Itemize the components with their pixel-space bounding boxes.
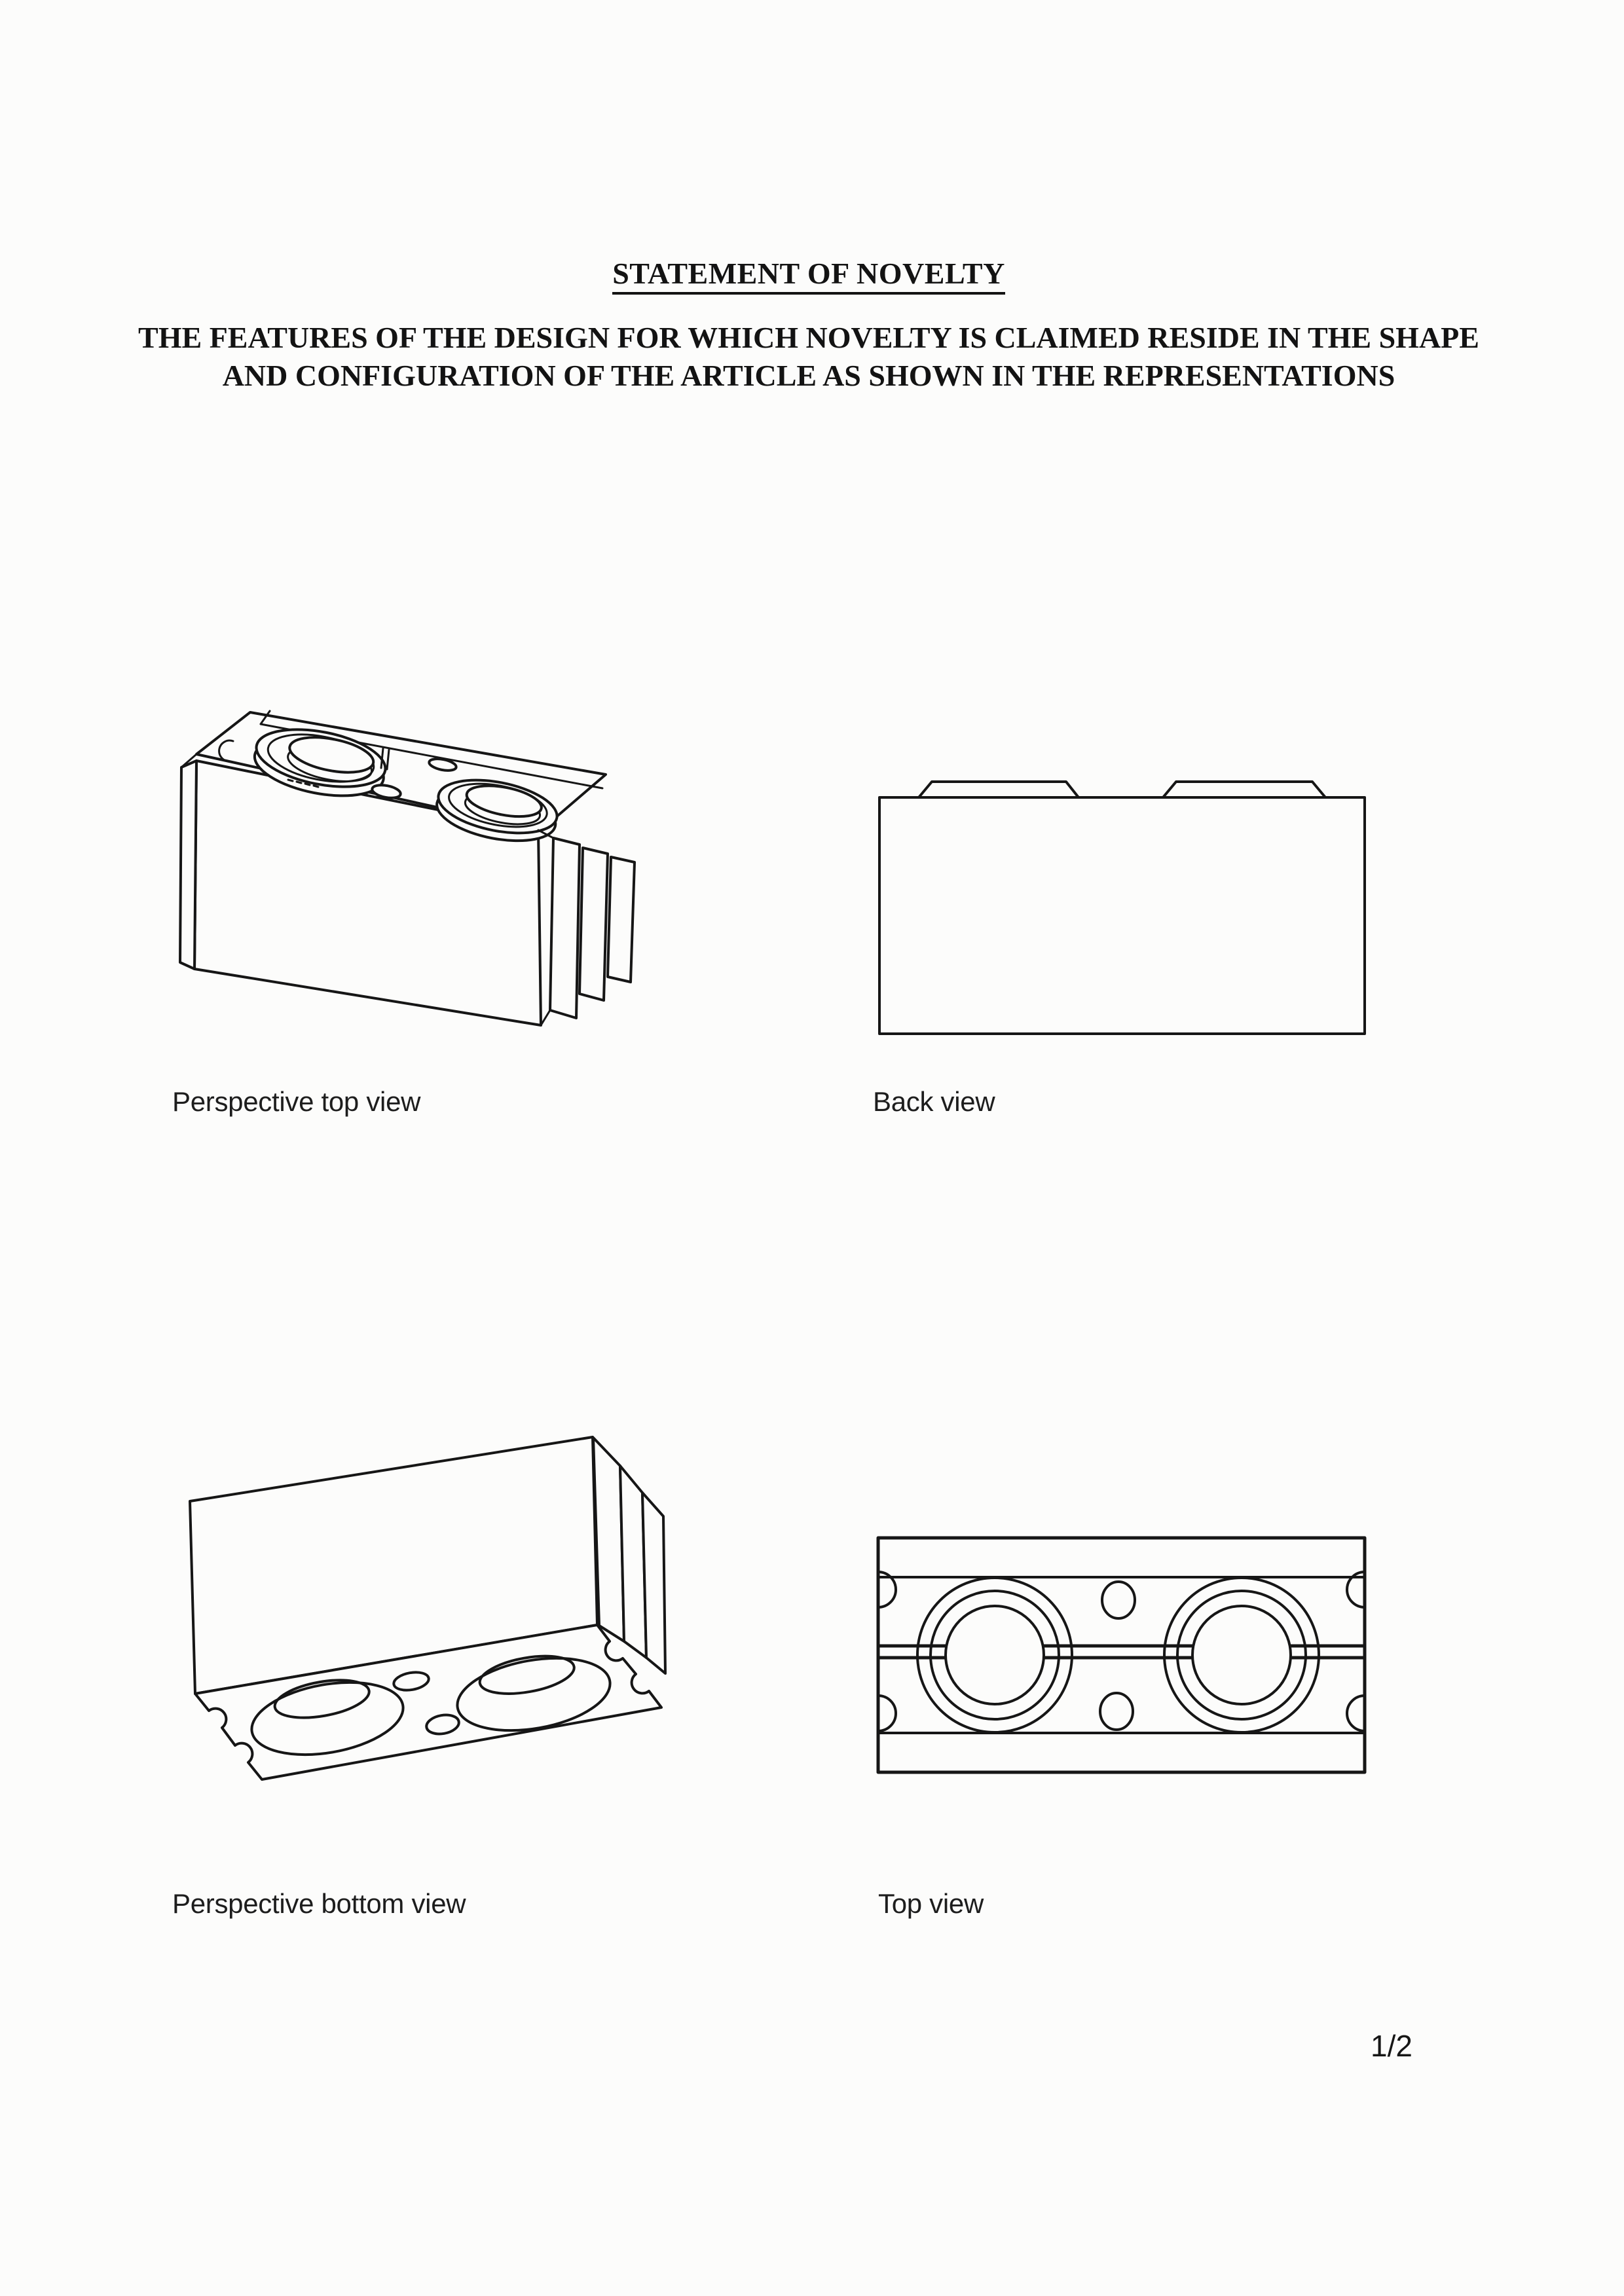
novelty-statement-line-1: THE FEATURES OF THE DESIGN FOR WHICH NOVELTY IS CLAIMED RESIDE IN THE SHAPE xyxy=(138,321,1479,354)
figure-top-view xyxy=(871,1532,1375,1781)
novelty-statement-line-2: AND CONFIGURATION OF THE ARTICLE AS SHOWN IN THE REPRESENTATIONS xyxy=(222,359,1395,392)
page-title: STATEMENT OF NOVELTY xyxy=(0,256,1617,291)
figure-perspective-bottom-view xyxy=(177,1427,681,1794)
figure-label-back-view: Back view xyxy=(873,1086,995,1117)
page-number: 1/2 xyxy=(1371,2029,1412,2063)
figure-label-perspective-top-view: Perspective top view xyxy=(172,1086,421,1117)
figure-label-top-view: Top view xyxy=(878,1888,984,1919)
figure-label-perspective-bottom-view: Perspective bottom view xyxy=(172,1888,466,1919)
figure-back-view xyxy=(871,773,1375,1048)
figure-perspective-top-view xyxy=(164,694,661,1048)
